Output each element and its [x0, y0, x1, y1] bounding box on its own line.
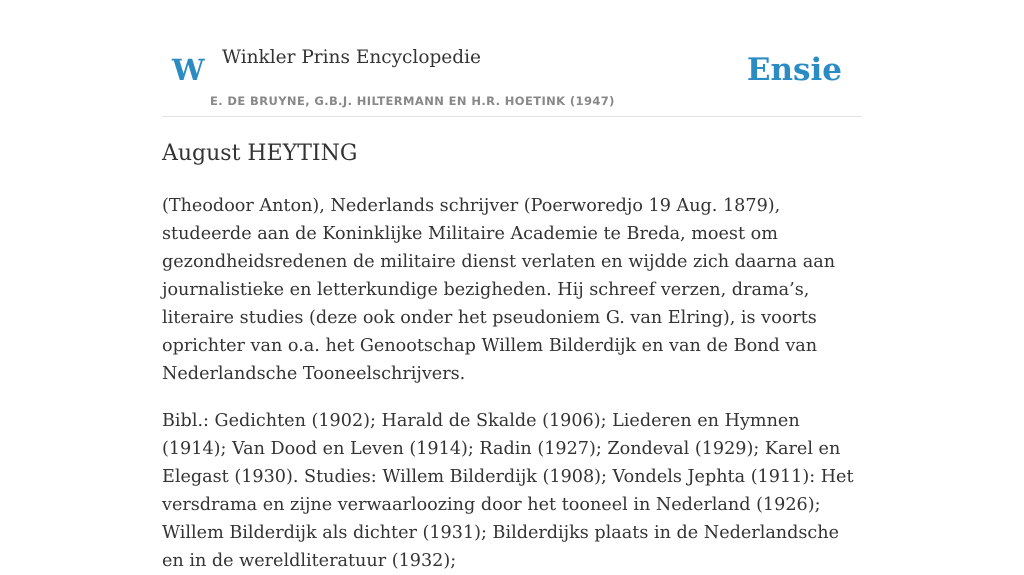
brand-logo[interactable]: Ensie [746, 52, 842, 88]
site-title[interactable]: Winkler Prins Encyclopedie [222, 47, 481, 68]
site-logo[interactable]: W [172, 53, 205, 87]
article-paragraph: (Theodoor Anton), Nederlands schrijver (Poerworedjo 19 Aug. 1879), studeerde aan de Koninklijke Militaire Academie te Breda, moest om gezondheidsredenen de militaire dienst verlaten en wijdde zich daarna aan journalistieke en letterkundige bezigheden. Hij schreef verzen, drama’s, literaire studies (deze ook onder het pseudoniem G. van Elring), is voorts oprichter van o.a. het Genootschap Willem Bilderdijk en van de Bond van Nederlandsche Tooneelschrijvers. [162, 196, 836, 384]
article-title: August HEYTING [162, 141, 358, 166]
article [162, 138, 862, 575]
site-header [162, 0, 862, 117]
bibliography-paragraph: Bibl.: Gedichten (1902); Harald de Skalde (1906); Liederen en Hymnen (1914); Van Dood en Leven (1914); Radin (1927); Zondeval (1929); Karel en Elegast (1930). Studies: Willem Bilderdijk (1908); Vondels Jephta (1911): Het versdrama en zijne verwaarloozing door het tooneel in Nederland (1926); Willem Bilderdijk als dichter (1931); Bilderdijks plaats in de Nederlandsche en in de wereldliteratuur (1932); [162, 411, 854, 571]
authors-line: E. DE BRUYNE, G.B.J. HILTERMANN EN H.R. HOETINK (1947) [210, 94, 615, 108]
